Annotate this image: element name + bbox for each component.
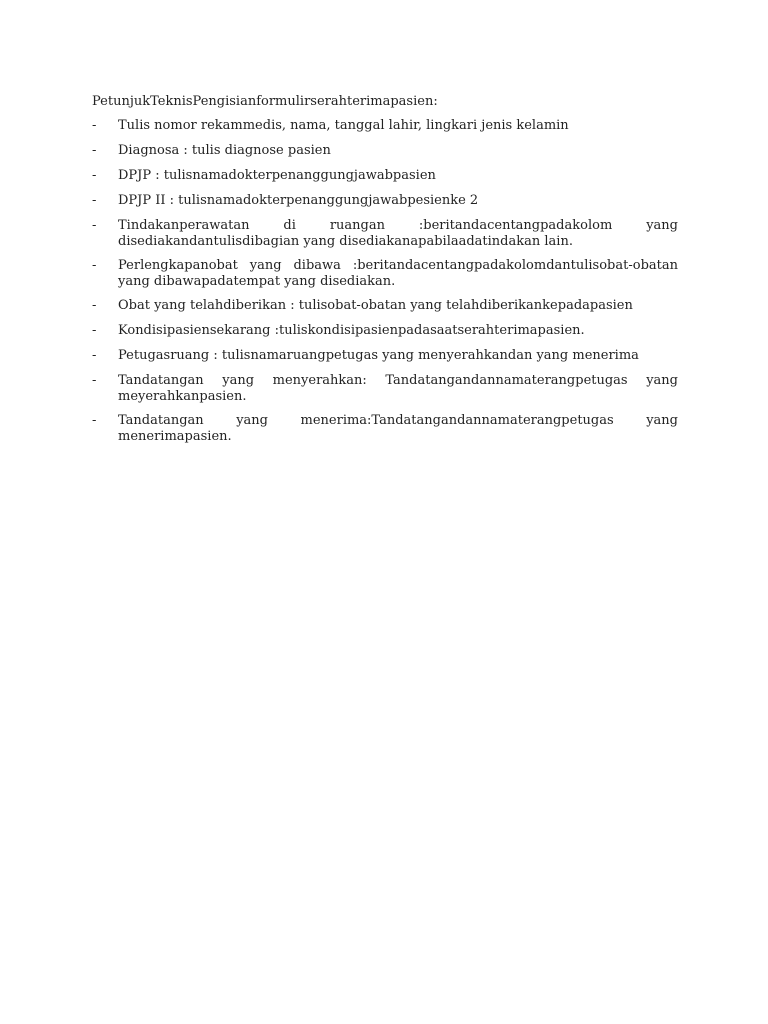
list-item-text: Tulis nomor rekammedis, nama, tanggal lahir, lingkari jenis kelamin [118, 118, 569, 133]
list-item [92, 298, 678, 314]
list-item-text: Petugasruang : tulisnamaruangpetugas yang menyerahkandan yang menerima [118, 348, 639, 363]
bullet-dash: - [92, 413, 97, 428]
list-item [92, 118, 678, 134]
bullet-dash: - [92, 193, 97, 208]
bullet-dash: - [92, 218, 97, 233]
list-item [92, 373, 678, 405]
bullet-dash: - [92, 118, 97, 133]
instruction-list [92, 118, 678, 454]
bullet-dash: - [92, 168, 97, 183]
list-item [92, 218, 678, 250]
list-item [92, 258, 678, 290]
bullet-dash: - [92, 298, 97, 313]
list-item-text: DPJP II : tulisnamadokterpenanggungjawabpesienke 2 [118, 193, 479, 208]
document-title: PetunjukTeknisPengisianformulirserahterimapasien: [92, 94, 438, 109]
bullet-dash: - [92, 143, 97, 158]
list-item-text: Tandatangan yang menyerahkan: Tandatangandannamaterangpetugas yang meyerahkanpasien. [118, 373, 678, 404]
list-item-text: Tindakanperawatan di ruangan :beritandacentangpadakolom yang disediakandantulisdibagian yang disediakanapabilaadatindakan lain. [118, 218, 678, 249]
list-item [92, 413, 678, 445]
bullet-dash: - [92, 258, 97, 273]
list-item-text: Diagnosa : tulis diagnose pasien [118, 143, 331, 158]
list-item-text: DPJP : tulisnamadokterpenanggungjawabpasien [118, 168, 436, 183]
list-item [92, 143, 678, 159]
list-item [92, 348, 678, 364]
bullet-dash: - [92, 373, 97, 388]
bullet-dash: - [92, 323, 97, 338]
list-item-text: Kondisipasiensekarang :tuliskondisipasienpadasaatserahterimapasien. [118, 323, 585, 338]
list-item [92, 168, 678, 184]
list-item-text: Obat yang telahdiberikan : tulisobat-obatan yang telahdiberikankepadapasien [118, 298, 633, 313]
bullet-dash: - [92, 348, 97, 363]
list-item-text: Perlengkapanobat yang dibawa :beritandacentangpadakolomdantulisobat-obatan yang dibawapadatempat yang disediakan. [118, 258, 678, 289]
list-item-text: Tandatangan yang menerima:Tandatangandannamaterangpetugas yang menerimapasien. [118, 413, 678, 444]
list-item [92, 323, 678, 339]
list-item [92, 193, 678, 209]
